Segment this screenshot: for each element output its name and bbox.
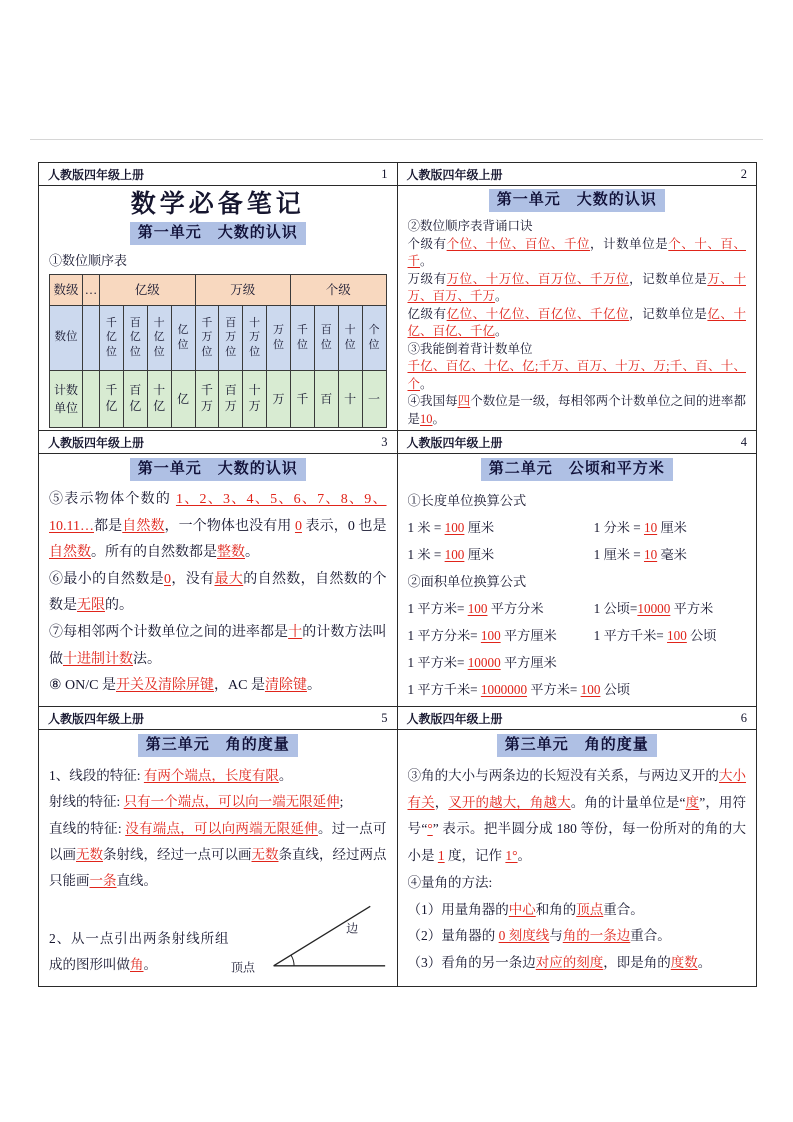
page-number: 4 (740, 434, 747, 449)
paragraph (408, 897, 747, 924)
page-6-body (398, 730, 757, 981)
level-group-cell: 个级 (291, 275, 387, 306)
pages-grid (38, 162, 757, 987)
cell-text: 十万位 (249, 317, 261, 358)
formula (408, 622, 594, 649)
text-run: 。 (306, 678, 321, 694)
section-title (49, 458, 387, 481)
book-title: 人教版四年级上册 (406, 711, 503, 726)
text-run: 自然数 (49, 545, 91, 561)
book-title: 人教版四年级上册 (48, 711, 145, 726)
unit-row-cell (267, 371, 291, 428)
text-run: ，即是角的 (603, 955, 671, 971)
cell-text: 万 (272, 392, 285, 407)
paragraph (49, 251, 387, 271)
page-number: 6 (740, 710, 747, 725)
text-run: 清除键 (264, 678, 307, 694)
page-number: 2 (740, 166, 747, 181)
text-run: 平方分米 (487, 601, 544, 617)
level-group-cell: 亿级 (100, 275, 196, 306)
text-run: 法。 (133, 651, 161, 667)
text-run: 和角的 (535, 901, 577, 917)
text-run: 。过一点可以画 (49, 820, 387, 862)
text-run: 开关及清除屏键 (116, 678, 214, 694)
cell-text: 百万 (224, 383, 237, 413)
text-run: 平方厘米 (500, 655, 557, 671)
book-title: 人教版四年级上册 (48, 435, 145, 450)
text-run: 。 (432, 411, 446, 426)
digit-row-cell (291, 306, 315, 371)
paragraph (408, 870, 747, 897)
paragraph (408, 358, 747, 393)
page-3-body (39, 454, 397, 704)
paragraph (408, 306, 747, 341)
text-run: 。 (420, 254, 433, 268)
text-run: 大小有关 (407, 768, 747, 810)
section-title-text: 第一单元 大数的认识 (489, 189, 665, 212)
angle-diagram-row (49, 895, 387, 979)
text-run: 厘米 (464, 520, 495, 536)
page-5-header (39, 707, 397, 730)
page-1 (39, 163, 398, 431)
text-run: ，用符号 (407, 794, 747, 837)
text-run: 四 (457, 394, 471, 408)
text-run: “ (679, 794, 686, 810)
section-title-text: 第三单元 角的度量 (497, 734, 657, 757)
text-run: 亿位、十亿位、百亿位、千亿位 (446, 306, 630, 321)
paragraph (49, 789, 387, 815)
text-run: 100 (580, 682, 601, 698)
angle-figure (229, 895, 387, 979)
unit-row-cell (219, 371, 243, 428)
paragraph (408, 487, 747, 514)
place-value-table (49, 274, 387, 428)
text-run: 10000 (637, 601, 671, 617)
text-run: 1 (437, 848, 445, 864)
text-run: 一条 (89, 873, 117, 889)
text-run: 平方米 (670, 601, 714, 617)
text-run: 千亿、百亿、十亿、亿;千万、百万、十万、万;千、百、十、个 (407, 359, 746, 391)
unit-row-cell (195, 371, 219, 428)
text-run: 万、十万、百万、千万 (407, 271, 746, 303)
text-run: 万级有 (407, 271, 447, 286)
text-run: 0 (294, 518, 302, 534)
text-run: ° (427, 821, 433, 837)
text-run: ①长度单位换算公式 (407, 493, 527, 508)
text-run: 的计数方法叫做 (49, 624, 387, 667)
text-run: 自然数 (122, 518, 165, 534)
paragraph (49, 816, 387, 895)
text-run: 直线的特征: (49, 820, 126, 836)
text-run: 1 米 = (407, 520, 445, 536)
text-run: ⑥最小的自然数是 (49, 571, 164, 587)
text-run: 角的一条边 (562, 928, 631, 944)
formula (408, 595, 594, 622)
text-run: 100 (444, 547, 465, 563)
text-run: 最大 (214, 571, 244, 587)
text-run: 1 平方千米= (593, 628, 668, 644)
text-run: ” (699, 794, 706, 810)
text-run: ⑤表示物体个数的 (49, 492, 176, 507)
text-run: 亿级有 (407, 306, 447, 321)
text-run: （3）看角的另一条边 (407, 955, 536, 971)
text-run: 。角的计量单位是 (570, 794, 680, 810)
cell-text: 一 (368, 392, 381, 407)
text-run: 1° (505, 848, 518, 864)
text-run: 1 平方米= (407, 601, 468, 617)
dots-cell (83, 306, 100, 371)
cell-text: 百亿位 (129, 317, 141, 358)
unit-row-cell (291, 371, 315, 428)
text-run: 的。 (105, 598, 133, 614)
cell-text: 个位 (368, 324, 380, 351)
text-run: 2、从一点引出两条射线所组成的图形叫做 (49, 930, 229, 973)
text-run: 中心 (508, 901, 536, 917)
text-run: 个、十、百、千 (407, 236, 746, 268)
page-number: 5 (381, 710, 388, 725)
page-6 (398, 707, 757, 986)
page-1-body (39, 186, 397, 431)
formula (594, 514, 746, 541)
page-4 (398, 431, 757, 707)
text-run: 直线。 (116, 873, 157, 889)
paragraph (408, 763, 747, 870)
text-run: 1 米 = (407, 547, 445, 563)
text-run: ④我国每 (407, 394, 458, 408)
text-run: 角 (130, 957, 144, 973)
text-run: 。 (143, 957, 157, 973)
text-run: 平方米= (527, 682, 581, 698)
text-run: 1 平方米= (407, 655, 468, 671)
page-3-header (39, 431, 397, 454)
page-2-body (398, 186, 757, 431)
cell-text: 千 (296, 392, 309, 407)
text-run: 个级有 (407, 236, 447, 251)
text-run: 。 (517, 848, 532, 864)
paragraph (408, 393, 747, 428)
text-run: 1 厘米 = (593, 547, 644, 563)
formula (594, 541, 746, 568)
text-run: 重合。 (630, 928, 671, 944)
text-run: 条直线，经过两点只能画 (49, 846, 387, 889)
page-3 (39, 431, 398, 707)
text-run: 公顷 (686, 628, 717, 644)
section-title (49, 734, 387, 757)
text-run: 十进制计数 (63, 651, 133, 667)
text-run: 公顷 (600, 682, 631, 698)
text-run: 1 分米 = (593, 520, 644, 536)
digit-row-label: 数位 (50, 306, 83, 371)
formula (594, 649, 746, 676)
dots-cell: … (83, 275, 100, 306)
text-run: 十 (288, 624, 303, 640)
cell-text: 百万位 (225, 317, 237, 358)
page-1-header (39, 163, 397, 186)
paragraph (408, 950, 747, 977)
unit-row-cell (100, 371, 124, 428)
text-run: ①数位顺序表 (49, 253, 128, 269)
cell-text: 十亿 (153, 383, 166, 413)
paragraph (408, 236, 747, 271)
text-run: ，记数单位是 (629, 271, 708, 286)
section-title-text: 第一单元 大数的认识 (130, 458, 306, 481)
level-row (50, 275, 387, 306)
text-run: “ (421, 821, 428, 837)
paragraph (408, 218, 747, 236)
text-run: 个位、十位、百位、千位 (446, 236, 591, 251)
formula-row (408, 595, 747, 622)
cell-text: 千亿 (105, 383, 118, 413)
ray-diagonal (273, 906, 370, 965)
cell-text: 百亿 (129, 383, 142, 413)
top-rule (30, 139, 763, 140)
formula-row (408, 541, 747, 568)
text-run: 有两个端点，长度有限 (143, 768, 279, 783)
text-run: 无数 (76, 846, 103, 862)
vertex-label: 顶点 (230, 959, 255, 974)
unit-row-cell (123, 371, 147, 428)
page-5-body (39, 730, 397, 983)
cell-text: 百 (320, 392, 333, 407)
text-run: ，一个物体也没有用 (164, 518, 295, 534)
unit-row-cell (314, 371, 338, 428)
text-run: ， (434, 794, 449, 810)
section-title-text: 第二单元 公顷和平方米 (481, 458, 673, 481)
text-run: 毫米 (657, 547, 687, 563)
text-run: 与 (549, 928, 563, 944)
section-title (408, 189, 747, 212)
digit-row-cell (171, 306, 195, 371)
unit-row-cell (338, 371, 362, 428)
text-run: 0 (163, 571, 171, 587)
section-title-text: 第三单元 角的度量 (138, 734, 298, 757)
text-run: 度数 (670, 955, 698, 971)
section-title (49, 222, 387, 245)
paragraph (49, 763, 387, 789)
page-number: 3 (381, 434, 388, 449)
paragraph (408, 568, 747, 595)
cell-text: 万位 (273, 324, 285, 351)
cell-text: 百位 (320, 324, 332, 351)
text-run: ③角的大小与两条边的长短没有关系，与两边叉开的 (407, 768, 719, 783)
digit-row-cell (100, 306, 124, 371)
digit-row (50, 306, 387, 371)
text-run: ④量角的方法: (407, 874, 493, 890)
text-run: 100 (467, 601, 488, 617)
unit-row-cell (171, 371, 195, 428)
text-run: 重合。 (603, 901, 644, 917)
text-run: 10000 (467, 655, 501, 671)
text-run: 1 平方分米= (407, 628, 481, 644)
text-run: ，计数单位是 (590, 236, 669, 251)
paragraph (408, 341, 747, 359)
text-run: 0 刻度线 (498, 928, 550, 944)
book-title: 人教版四年级上册 (48, 167, 145, 182)
text-run: （1）用量角器的 (407, 901, 509, 917)
text-run: 都是 (93, 518, 123, 534)
text-run: 100 (480, 628, 501, 644)
angle-arc (290, 955, 293, 966)
text-run: 叉开的越大，角越大 (448, 794, 571, 810)
formula (408, 649, 594, 676)
digit-row-cell (362, 306, 386, 371)
document-title: 数学必备笔记 (130, 191, 305, 218)
text-run: 100 (444, 520, 465, 536)
text-run: 整数 (217, 545, 245, 561)
unit-row-cell (243, 371, 267, 428)
page-number: 1 (381, 166, 388, 181)
text-run: 1000000 (480, 682, 528, 698)
text-run: ; (339, 794, 344, 810)
cell-text: 十万 (248, 383, 261, 413)
text-run: 厘米 (657, 520, 687, 536)
level-group-cell: 万级 (195, 275, 291, 306)
text-run: 顶点 (576, 901, 604, 917)
section-title (408, 458, 747, 481)
paragraph (408, 923, 747, 950)
cell-text: 亿 (177, 392, 190, 407)
text-run: 1、线段的特征: (49, 768, 144, 783)
text-run: ②面积单位换算公式 (407, 574, 527, 590)
formula (594, 622, 746, 649)
text-run: 个数位是一级，每相邻两个计数单位之间的进率都是 (407, 394, 746, 426)
section-title-text: 第一单元 大数的认识 (130, 222, 306, 245)
formula (594, 595, 746, 622)
paragraph (408, 271, 747, 306)
unit-row-cell (362, 371, 386, 428)
text-run: 1、2、3、4、5、6、7、8、9、10.11… (49, 492, 387, 534)
text-run: 。 (278, 768, 293, 783)
page-6-header (398, 707, 757, 730)
text-run: 表示。把半圆分成 180 等份，每一份所对的角的大小是 (407, 821, 747, 864)
text-run: 的自然数，自然数的个数是 (49, 571, 387, 614)
paragraph (49, 926, 229, 979)
formula-row (408, 514, 747, 541)
cell-text: 千万 (200, 383, 213, 413)
text-run: ⑧ ON/C 是 (49, 678, 116, 694)
cell-text: 千亿位 (105, 317, 117, 358)
book-title: 人教版四年级上册 (406, 167, 503, 182)
text-run: 度，记作 (444, 848, 506, 864)
text-run: 1 公顷= (593, 601, 638, 617)
cell-text: 十位 (344, 324, 356, 351)
formula-row (408, 649, 747, 676)
text-run: 没有端点，可以向两端无限延伸 (125, 820, 318, 836)
text-run: 。 (245, 545, 259, 561)
level-row-label: 数级 (50, 275, 83, 306)
page-4-header (398, 431, 757, 454)
text-run: 。 (495, 324, 508, 338)
section-title (408, 734, 747, 757)
formula-row (408, 622, 747, 649)
cell-text: 千万位 (201, 317, 213, 358)
paragraph (408, 676, 747, 703)
text-run: 万位、十万位、百万位、千万位 (446, 271, 630, 286)
text-run: 1 平方千米= (407, 682, 481, 698)
text-run: 10 (643, 547, 658, 563)
page-2 (398, 163, 757, 431)
text-run: 。 (495, 289, 508, 303)
unit-row (50, 371, 387, 428)
page-2-header (398, 163, 757, 186)
digit-row-cell (314, 306, 338, 371)
text-run: 平方厘米 (500, 628, 557, 644)
page-5 (39, 707, 398, 986)
text-run: ，AC 是 (214, 678, 265, 694)
page-4-body (398, 454, 757, 707)
text-run: 表示，0 也是 (301, 518, 387, 534)
formula (408, 514, 594, 541)
book-title: 人教版四年级上册 (406, 435, 503, 450)
cell-text: 千位 (296, 324, 308, 351)
cell-text: 十亿位 (153, 317, 165, 358)
digit-row-cell (219, 306, 243, 371)
digit-row-cell (195, 306, 219, 371)
paragraph (49, 620, 387, 673)
unit-row-cell (147, 371, 171, 428)
digit-row-cell (147, 306, 171, 371)
text-run: 。所有的自然数都是 (91, 545, 217, 561)
cell-text: 亿位 (177, 324, 189, 351)
text-run: 厘米 (464, 547, 495, 563)
text-run: 对应的刻度 (535, 955, 604, 971)
text-run: ，记数单位是 (629, 306, 708, 321)
text-run: 只有一个端点，可以向一端无限延伸 (123, 794, 340, 810)
text-run: ③我能倒着背计数单位 (407, 341, 533, 356)
cell-text: 十 (344, 392, 357, 407)
side-label: 边 (345, 920, 358, 935)
digit-row-cell (338, 306, 362, 371)
digit-row-cell (243, 306, 267, 371)
text-run: ⑦每相邻两个计数单位之间的进率都是 (49, 624, 289, 640)
unit-row-label: 计数单位 (50, 371, 83, 428)
text-run: ” (432, 821, 439, 837)
text-run: 条射线，经过一点可以画 (103, 846, 252, 862)
paragraph (49, 487, 387, 567)
text-run: 亿、十亿、百亿、千亿 (407, 306, 746, 338)
text-run: 无限 (77, 598, 105, 614)
text-run: 射线的特征: (49, 794, 124, 810)
dots-cell (83, 371, 100, 428)
text-run: （2）量角器的 (407, 928, 499, 944)
text-run: 100 (667, 628, 687, 644)
text-run: 。 (697, 955, 712, 971)
digit-row-cell (267, 306, 291, 371)
text-run: 10 (643, 520, 658, 536)
text-run: 度 (685, 794, 700, 810)
text-run: 。 (420, 376, 433, 391)
text-run: 10 (420, 411, 433, 426)
digit-row-cell (123, 306, 147, 371)
text-run: ②数位顺序表背诵口诀 (407, 219, 533, 233)
text-run: 无数 (251, 846, 279, 862)
paragraph (49, 673, 387, 700)
paragraph (49, 567, 387, 620)
formula (408, 541, 594, 568)
text-run: ，没有 (170, 571, 215, 587)
